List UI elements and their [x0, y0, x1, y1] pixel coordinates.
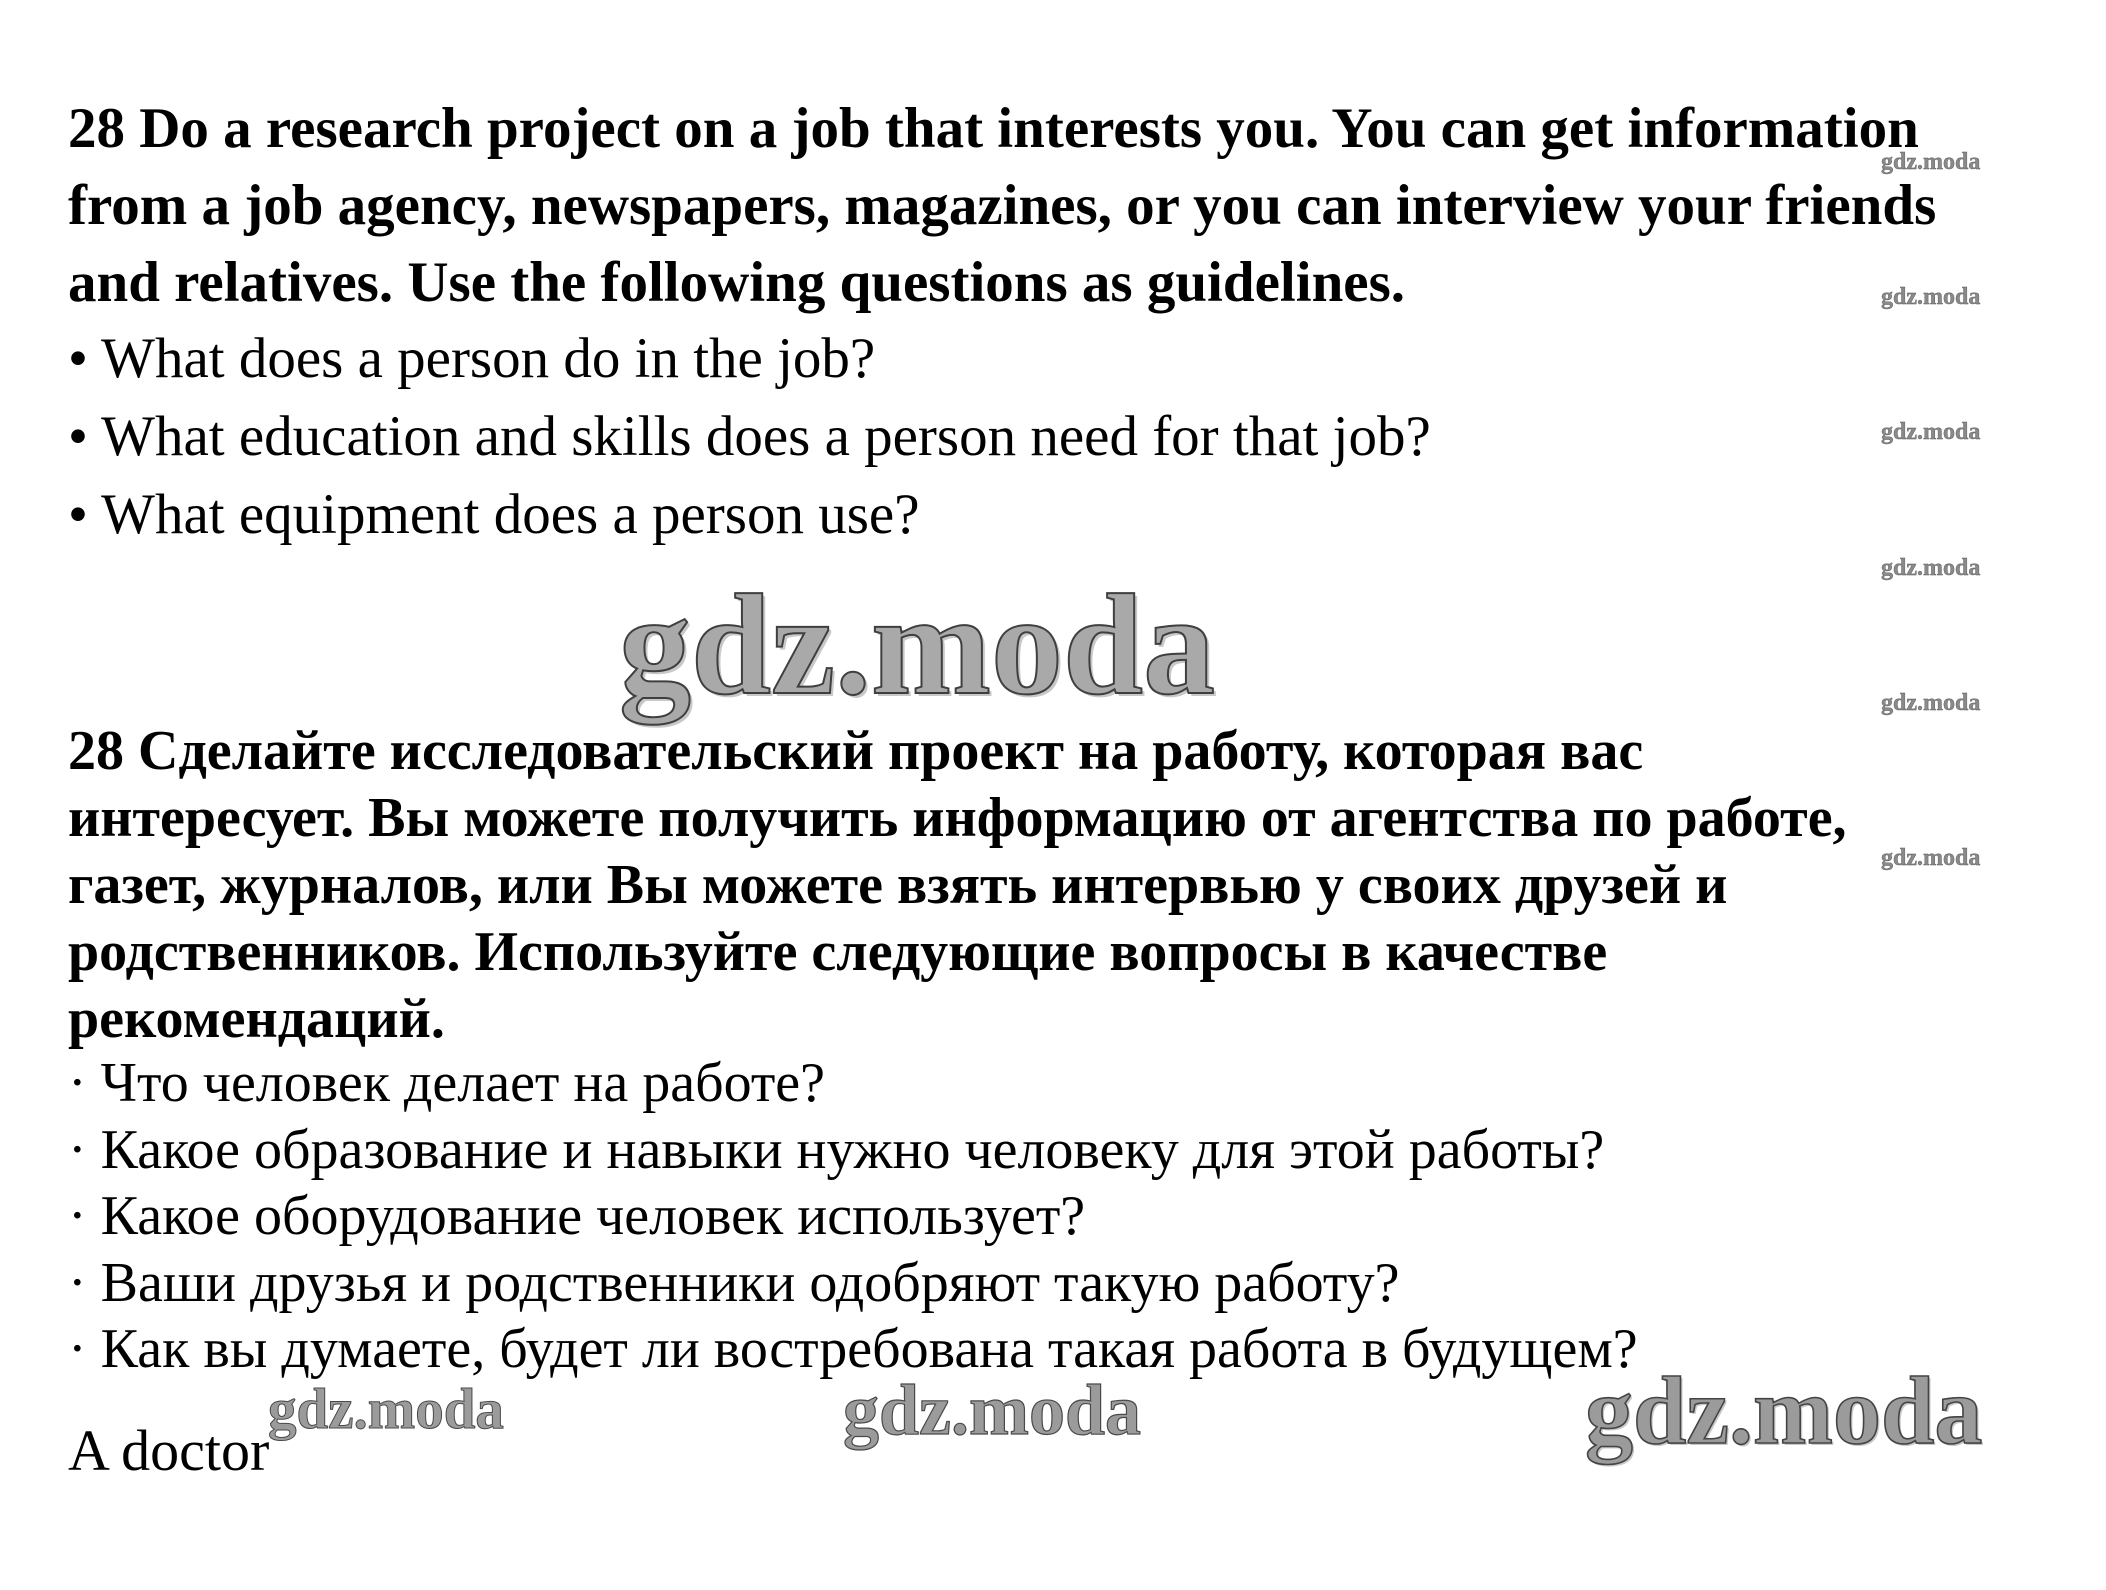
- watermark-logo: gdz.moda: [1881, 149, 1981, 175]
- russian-instruction-line: интересует. Вы можете получить информацию от агентства по работе,: [68, 787, 1847, 849]
- watermark-logo: gdz.moda: [843, 1370, 1142, 1450]
- english-question-item: • What education and skills does a person need for that job?: [68, 405, 1431, 468]
- english-task-instruction: [68, 90, 1936, 321]
- watermark-logo-large: gdz.moda: [619, 566, 1216, 725]
- english-question-item: • What equipment does a person use?: [68, 483, 920, 546]
- english-instruction-line: and relatives. Use the following questions as guidelines.: [68, 251, 1405, 314]
- russian-question-item: · Что человек делает на работе?: [68, 1052, 826, 1114]
- watermark-logo: gdz.moda: [1881, 845, 1981, 871]
- english-question-item: • What does a person do in the job?: [68, 327, 876, 390]
- russian-question-item: · Ваши друзья и родственники одобряют такую работу?: [68, 1251, 1400, 1314]
- watermark-logo: gdz.moda: [1881, 284, 1981, 310]
- english-instruction-line: from a job agency, newspapers, magazines, or you can interview your friends: [68, 174, 1937, 237]
- watermark-logo: gdz.moda: [1881, 419, 1981, 445]
- watermark-logo: gdz.moda: [1585, 1357, 1983, 1464]
- watermark-logo: gdz.moda: [1881, 690, 1981, 716]
- russian-instruction-line: 28 Сделайте исследовательский проект на работу, которая вас: [68, 720, 1644, 782]
- russian-instruction-line: газет, журналов, или Вы можете взять интервью у своих друзей и: [68, 854, 1728, 916]
- watermark-logo: gdz.moda: [268, 1378, 504, 1441]
- russian-question-item: · Какое образование и навыки нужно человеку для этой работы?: [68, 1118, 1605, 1181]
- russian-instruction-line: рекомендаций.: [68, 988, 445, 1050]
- russian-question-item: · Какое оборудование человек использует?: [68, 1185, 1086, 1247]
- russian-question-list: [68, 1050, 1638, 1383]
- english-question-list: [68, 320, 1431, 554]
- english-instruction-line: 28 Do a research project on a job that interests you. You can get information: [68, 97, 1919, 160]
- watermark-logo: gdz.moda: [1881, 555, 1981, 581]
- russian-question-item: · Как вы думаете, будет ли востребована такая работа в будущем?: [68, 1318, 1638, 1380]
- answer-text: A doctor: [68, 1418, 270, 1483]
- russian-task-instruction: [68, 718, 1847, 1053]
- russian-instruction-line: родственников. Используйте следующие вопросы в качестве: [68, 921, 1608, 983]
